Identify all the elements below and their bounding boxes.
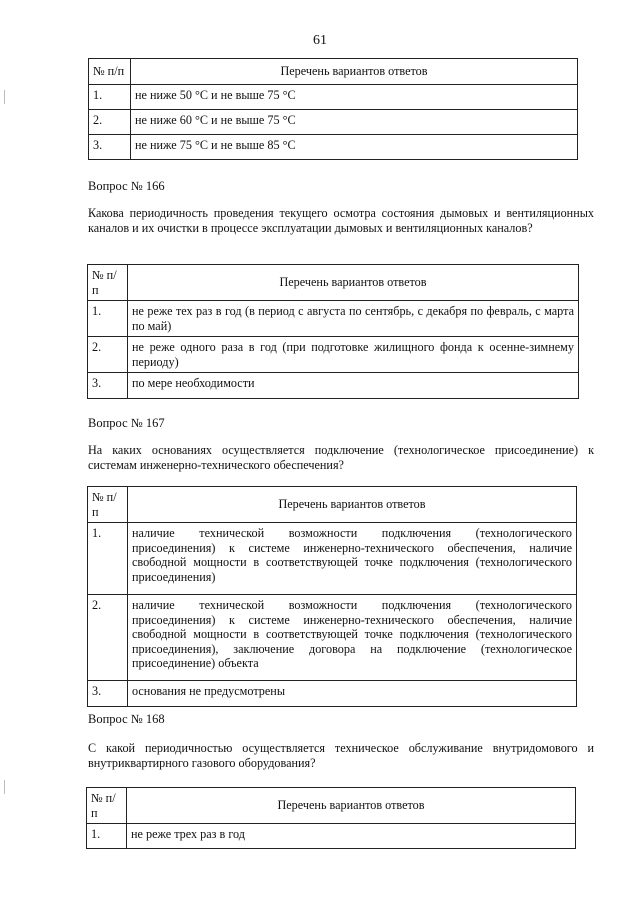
row-text: не реже тех раз в год (в период с августа по сентябрь, с декабря по февраль, с марта по май) (128, 301, 579, 337)
row-text: наличие технической возможности подключения (технологического присоединения) к системе инженерно-технического обеспечения, наличие свободной мощности в соответствующей точке подключения (технологического присоединения) (128, 523, 577, 595)
table-row (88, 373, 579, 399)
row-text: не ниже 50 °С и не выше 75 °С (131, 85, 578, 110)
table-header-row (88, 487, 577, 523)
page-number: 61 (313, 33, 327, 48)
header-num: № п/п (88, 265, 128, 301)
table-row (88, 595, 577, 681)
answers-table-166 (87, 264, 579, 399)
header-num: № п/п (88, 487, 128, 523)
table-header-row (88, 265, 579, 301)
table-header-row (87, 788, 576, 824)
answers-table-168 (86, 787, 576, 849)
row-num: 3. (88, 681, 128, 707)
row-num: 2. (88, 595, 128, 681)
header-list: Перечень вариантов ответов (127, 788, 576, 824)
question-166-title: Вопрос № 166 (88, 179, 165, 193)
row-num: 2. (89, 110, 131, 135)
table-header-row (89, 59, 578, 85)
row-text: не ниже 75 °С и не выше 85 °С (131, 135, 578, 160)
question-167-title: Вопрос № 167 (88, 416, 165, 430)
table-row (88, 681, 577, 707)
row-text: не реже трех раз в год (127, 824, 576, 849)
row-num: 1. (89, 85, 131, 110)
header-list: Перечень вариантов ответов (128, 265, 579, 301)
table-row (89, 135, 578, 160)
row-num: 1. (88, 301, 128, 337)
header-num: № п/п (89, 59, 131, 85)
answers-table-top (88, 58, 578, 160)
row-num: 1. (87, 824, 127, 849)
header-list: Перечень вариантов ответов (131, 59, 578, 85)
scan-artifact (4, 780, 5, 794)
question-166-text: Какова периодичность проведения текущего осмотра состояния дымовых и вентиляционных каналов и их очистки в процессе эксплуатации дымовых и вентиляционных каналов? (88, 206, 594, 235)
row-text: по мере необходимости (128, 373, 579, 399)
row-text: не реже одного раза в год (при подготовке жилищного фонда к осенне-зимнему периоду) (128, 337, 579, 373)
header-list: Перечень вариантов ответов (128, 487, 577, 523)
row-num: 3. (89, 135, 131, 160)
header-num: № п/п (87, 788, 127, 824)
answers-table-167 (87, 486, 577, 707)
question-168-text: С какой периодичностью осуществляется техническое обслуживание внутридомового и внутриквартирного газового оборудования? (88, 741, 594, 770)
row-num: 1. (88, 523, 128, 595)
table-row (88, 337, 579, 373)
row-num: 3. (88, 373, 128, 399)
scan-artifact (4, 90, 5, 104)
row-num: 2. (88, 337, 128, 373)
question-168-title: Вопрос № 168 (88, 712, 165, 726)
table-row (89, 85, 578, 110)
question-167-text: На каких основаниях осуществляется подключение (технологическое присоединение) к системам инженерно-технического обеспечения? (88, 443, 594, 472)
row-text: наличие технической возможности подключения (технологического присоединения) к системе инженерно-технического обеспечения, наличие свободной мощности в соответствующей точке подключения (технологического присоединения), заключение договора на подключение (технологическое присоединение) объекта (128, 595, 577, 681)
row-text: не ниже 60 °С и не выше 75 °С (131, 110, 578, 135)
table-row (88, 523, 577, 595)
table-row (89, 110, 578, 135)
table-row (87, 824, 576, 849)
row-text: основания не предусмотрены (128, 681, 577, 707)
table-row (88, 301, 579, 337)
